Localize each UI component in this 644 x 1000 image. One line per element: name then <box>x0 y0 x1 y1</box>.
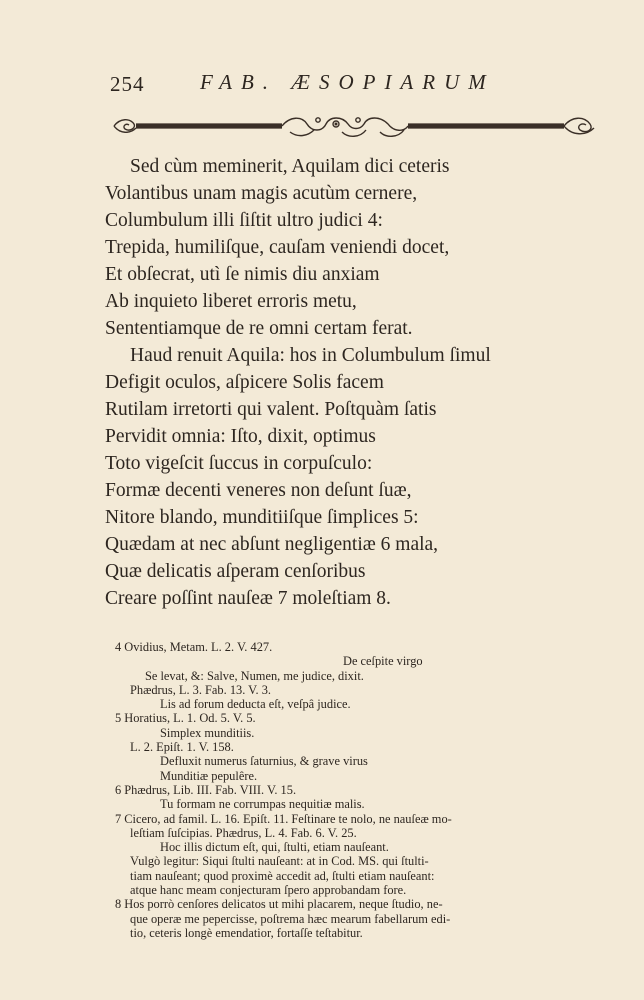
verse-line: Pervidit omnia: Iſto, dixit, optimus <box>105 426 376 447</box>
footnote-line: tiam nauſeant; quod proximè accedit ad, ſtulti etiam nauſeant: <box>130 868 435 883</box>
footnote-line: Simplex munditiis. <box>160 725 255 740</box>
footnote-line: Se levat, &: Salve, Numen, me judice, dixit. <box>145 668 364 683</box>
footnote-line: que operæ me pepercisse, poſtrema hæc mearum fabellarum edi- <box>130 911 451 926</box>
footnote-line: De ceſpite virgo <box>343 654 423 669</box>
footnote-line: 6 Phædrus, Lib. III. Fab. VIII. V. 15. <box>115 782 297 797</box>
footnote-line: Phædrus, L. 3. Fab. 13. V. 3. <box>130 682 272 697</box>
verse-line: Volantibus unam magis acutùm cernere, <box>105 183 418 204</box>
printers-ornament-rule-icon <box>112 110 598 142</box>
page-number: 254 <box>110 72 145 96</box>
verse-line: Quædam at nec abſunt negligentiæ 6 mala, <box>105 534 439 555</box>
footnote-line: 8 Hos porrò cenſores delicatos ut mihi placarem, neque ſtudio, ne- <box>115 897 443 912</box>
verse-line: Nitore blando, munditiiſque ſimplices 5: <box>105 507 419 528</box>
verse-line: Haud renuit Aquila: hos in Columbulum ſimul <box>130 345 491 366</box>
verse-line: Ab inquieto liberet erroris metu, <box>105 291 357 312</box>
footnote-line: L. 2. Epiſt. 1. V. 158. <box>130 740 234 755</box>
footnote-line: Hoc illis dictum eſt, qui, ſtulti, etiam nauſeant. <box>160 840 389 855</box>
footnote-line: Defluxit numerus ſaturnius, & grave virus <box>160 754 368 769</box>
footnote-line: Vulgò legitur: Siqui ſtulti nauſeant: at in Cod. MS. qui ſtulti- <box>130 854 429 869</box>
verse-line: Et obſecrat, utì ſe nimis diu anxiam <box>105 264 380 285</box>
footnote-line: Lis ad forum deducta eſt, veſpâ judice. <box>160 697 351 712</box>
verse-line: Creare poſſint nauſeæ 7 moleſtiam 8. <box>105 588 391 609</box>
page-header <box>110 70 530 100</box>
verse-line: Sed cùm meminerit, Aquilam dici ceteris <box>130 156 450 177</box>
verse-line: Rutilam irretorti qui valent. Poſtquàm ſatis <box>105 399 437 420</box>
footnote-line: leſtiam ſuſcipias. Phædrus, L. 4. Fab. 6. V. 25. <box>130 825 357 840</box>
verse-line: Formæ decenti veneres non deſunt ſuæ, <box>105 480 412 501</box>
verse-line: Columbulum illi ſiſtit ultro judici 4: <box>105 210 383 231</box>
verse-line: Quæ delicatis aſperam cenſoribus <box>105 561 366 582</box>
footnote-line: atque hanc meam conjecturam ſpero approbandam fore. <box>130 883 407 898</box>
footnote-line: Munditiæ pepulêre. <box>160 768 258 783</box>
footnote-line: tio, ceteris longè emendatior, fortaſſe teſtabitur. <box>130 925 363 940</box>
verse-line: Defigit oculos, aſpicere Solis facem <box>105 372 384 393</box>
footnote-line: 5 Horatius, L. 1. Od. 5. V. 5. <box>115 711 256 726</box>
verse-line: Sententiamque de re omni certam ferat. <box>105 318 413 339</box>
verse-body <box>105 153 565 612</box>
footnotes <box>115 640 555 940</box>
verse-line: Toto vigeſcit ſuccus in corpuſculo: <box>105 453 373 474</box>
footnote-line: 4 Ovidius, Metam. L. 2. V. 427. <box>115 640 273 654</box>
running-title: FAB. ÆSOPIARUM <box>200 70 495 94</box>
footnote-line: 7 Cicero, ad famil. L. 16. Epiſt. 11. Feſtinare te nolo, ne nauſeæ mo- <box>115 811 452 826</box>
footnote-line: Tu formam ne corrumpas nequitiæ malis. <box>160 797 365 812</box>
verse-line: Trepida, humiliſque, cauſam veniendi docet, <box>105 237 450 258</box>
